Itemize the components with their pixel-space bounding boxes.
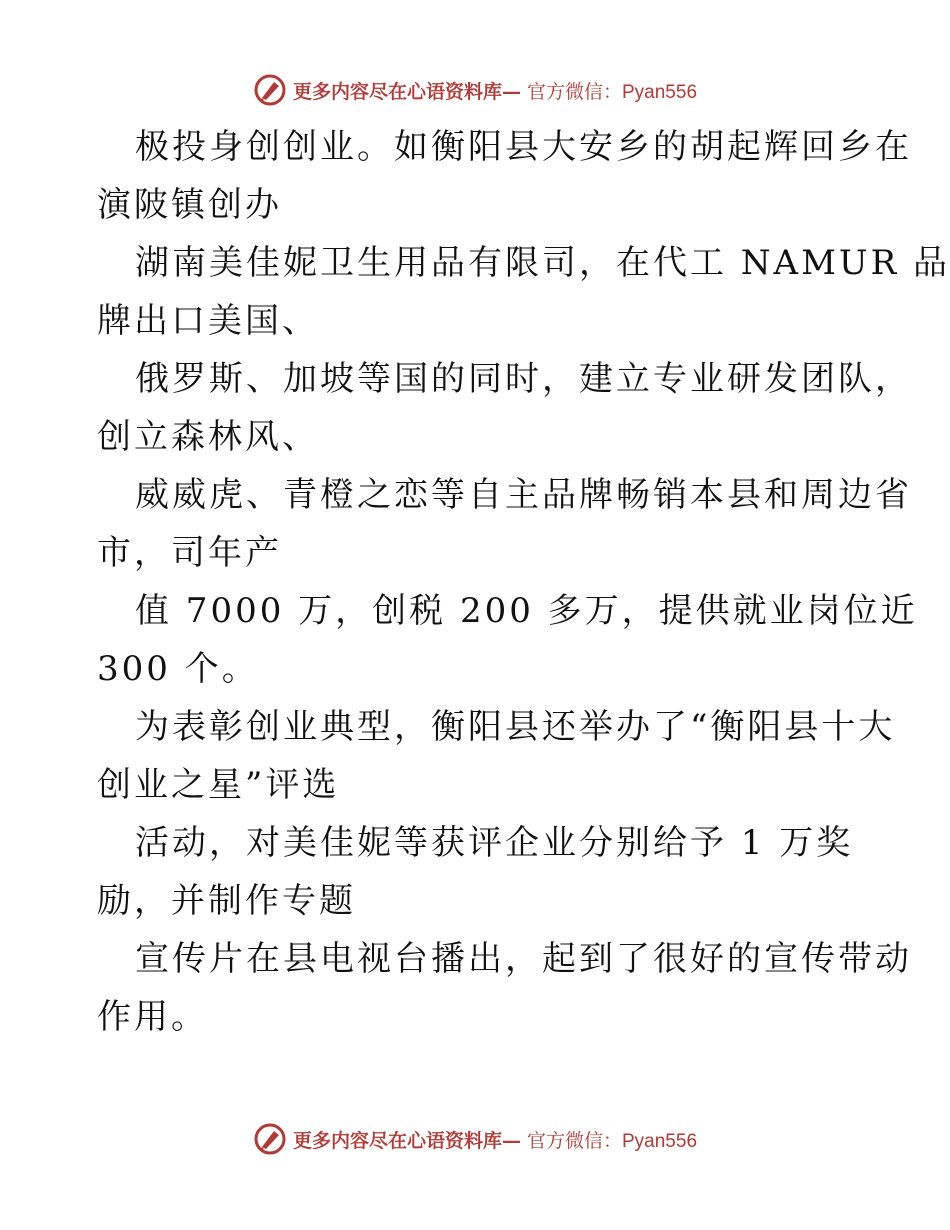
paragraph xyxy=(97,814,857,930)
paragraph-line: 活动，对美佳妮等获评企业分别给予 1 万奖 xyxy=(135,823,854,863)
pen-nib-logo-icon xyxy=(253,1122,287,1156)
paragraph-line: 极投身创创业。如衡阳县大安乡的胡起辉回乡在 xyxy=(135,127,912,167)
paragraph xyxy=(97,350,912,466)
paragraph xyxy=(97,234,950,350)
banner-title: 更多内容尽在心语资料库— xyxy=(292,80,521,103)
document-body xyxy=(97,118,950,1046)
paragraph-line: 励，并制作专题 xyxy=(97,881,356,921)
paragraph xyxy=(97,582,918,698)
paragraph-line: 威威虎、青橙之恋等自主品牌畅销本县和周边省 xyxy=(135,475,912,515)
pen-nib-logo-icon xyxy=(253,73,287,107)
paragraph-line: 湖南美佳妮卫生用品有限司，在代工 NAMUR 品 xyxy=(135,243,950,283)
paragraph-line: 宣传片在县电视台播出，起到了很好的宣传带动 xyxy=(135,939,912,979)
paragraph-line: 300 个。 xyxy=(97,649,259,689)
paragraph-line: 创立森林风、 xyxy=(97,417,319,457)
banner-contact: 官方微信：Pyan556 xyxy=(527,1130,698,1152)
banner-contact: 官方微信：Pyan556 xyxy=(527,81,698,103)
header-banner xyxy=(0,70,950,110)
paragraph xyxy=(97,466,912,582)
paragraph xyxy=(97,930,912,1046)
paragraph-line: 演陂镇创办 xyxy=(97,185,282,225)
paragraph-line: 市，司年产 xyxy=(97,533,282,573)
paragraph-line: 创业之星”评选 xyxy=(97,765,340,805)
paragraph-line: 为表彰创业典型，衡阳县还举办了“衡阳县十大 xyxy=(135,707,896,747)
footer-banner xyxy=(0,1119,950,1159)
paragraph-line: 值 7000 万，创税 200 多万，提供就业岗位近 xyxy=(135,591,918,631)
paragraph-line: 牌出口美国、 xyxy=(97,301,319,341)
paragraph xyxy=(97,698,896,814)
paragraph xyxy=(97,118,912,234)
banner-title: 更多内容尽在心语资料库— xyxy=(292,1129,521,1152)
paragraph-line: 俄罗斯、加坡等国的同时，建立专业研发团队， xyxy=(135,359,912,399)
paragraph-line: 作用。 xyxy=(97,997,208,1037)
